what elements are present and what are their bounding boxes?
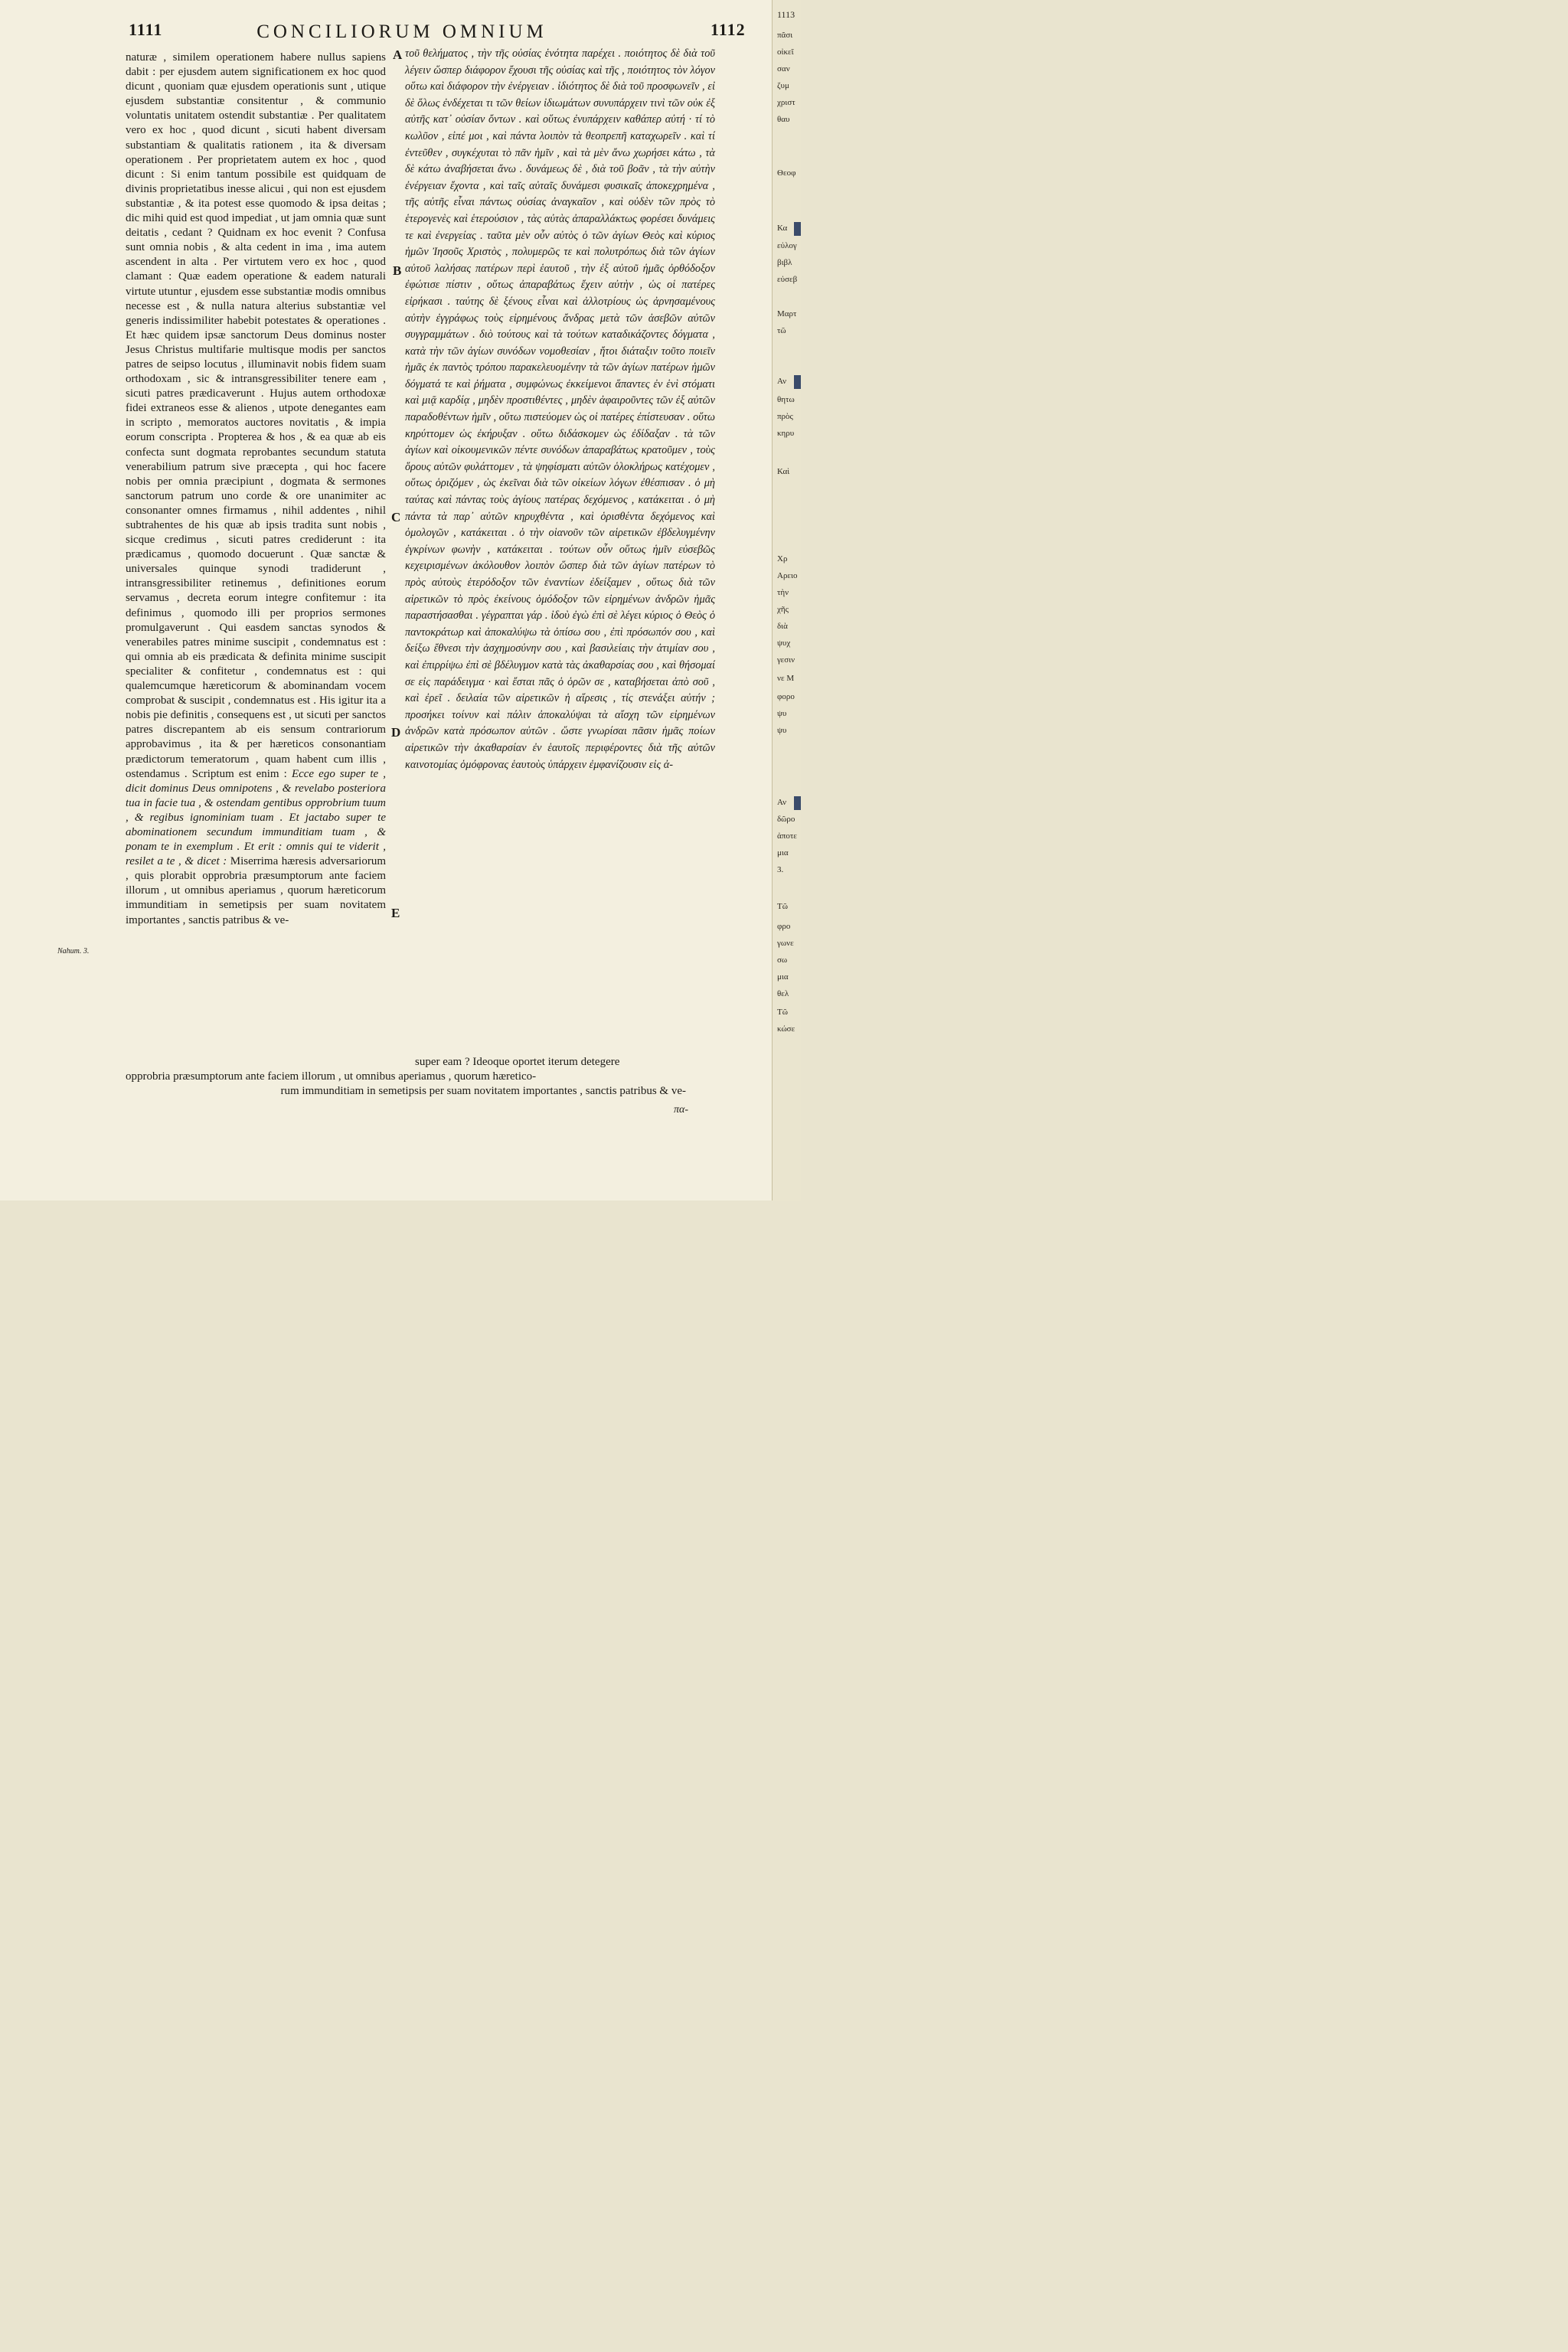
greek-column bbox=[405, 46, 715, 773]
facing-fragment: Θεοφ bbox=[777, 168, 796, 178]
latin-text-continued: Miserrima hæresis adversariorum , quis plorabit opprobria præsumptorum ante faciem illorum , ut omnibus aperiamus , quorum hæreticorum immunditiam in semetipsis per suam novitatem importantes , sanctis patribus & ve- bbox=[126, 855, 387, 926]
facing-fragment: βιβλ bbox=[777, 258, 792, 267]
margin-note-nahum: Nahum. 3. bbox=[57, 947, 90, 956]
facing-fragment: εὐλογ bbox=[777, 241, 797, 250]
facing-fragment: Χρ bbox=[777, 554, 788, 564]
facing-fragment: ἀποτε bbox=[777, 831, 797, 841]
catchword: πα- bbox=[674, 1104, 689, 1116]
facing-fragment: κηρυ bbox=[777, 429, 795, 438]
facing-fragment: γωνε bbox=[777, 939, 794, 948]
facing-fragment: οἰκεῖ bbox=[777, 47, 794, 57]
latin-column bbox=[126, 51, 386, 928]
blue-tab-mark bbox=[794, 375, 801, 389]
facing-fragment: φορο bbox=[777, 692, 795, 701]
facing-fragment: ψυχ bbox=[777, 639, 791, 648]
facing-fragment: θελ bbox=[777, 989, 789, 998]
page-number-left: 1111 bbox=[129, 20, 163, 39]
scripture-quotation: Ecce ego super te , dicit dominus Deus omnipotens , & revelabo posteriora tua in facie tua , & ostendam gentibus opprobrium tuum , & regibus ignominiam tuam . Et jactabo super te abominationem secundum immunditiam tuam , & ponam te in exemplum . Et erit : omnis qui te viderit , resilet a te , & dicet : bbox=[126, 767, 386, 868]
facing-fragment: θητω bbox=[777, 395, 795, 404]
blue-tab-mark bbox=[794, 796, 801, 810]
blue-tab-mark bbox=[794, 222, 801, 236]
facing-fragment: σαν bbox=[777, 64, 790, 74]
bottom-line-2: opprobria præsumptorum ante faciem illorum , ut omnibus aperiamus , quorum hæretico- bbox=[126, 1070, 537, 1083]
facing-fragment: ψυ bbox=[777, 709, 787, 718]
running-title: CONCILIORUM OMNIUM bbox=[256, 21, 547, 42]
bottom-lines bbox=[126, 1055, 715, 1099]
facing-fragment: πᾶσι bbox=[777, 31, 793, 40]
facing-fragment: μια bbox=[777, 848, 789, 858]
facing-fragment: Καὶ bbox=[777, 467, 790, 476]
facing-fragment: διὰ bbox=[777, 622, 788, 631]
latin-paragraph bbox=[126, 51, 386, 928]
facing-fragment: εὐσεβ bbox=[777, 275, 798, 284]
bottom-line-1: super eam ? Ideoque oportet iterum detegere bbox=[415, 1056, 620, 1068]
latin-text: naturæ , similem operationem habere nullus sapiens dabit : per ejusdem autem significationem ex hoc quod dicunt , quoniam quæ ejusdem operationis sunt , utique ejusdem substantiæ consitentur , & communio voluntatis unitatem ostendit substantiæ . Per qualitatem vero ex hoc , quod dicunt , sicuti habent diversam substantiam & qualitatis rationem , ita & diversam operationem . Per proprietatem autem ex hoc , quod dicunt : Si enim tantum possibile est quidquam de divinis proprietatibus inesse alicui , qui non est ejusdem substantiæ , & ita potest esse quomodo & ipsa deitas ; dic mihi quid est quod impediat , ut jam omnia quæ sunt deitatis , cedant ? Quidnam ex hoc evenit ? Confusa sunt omnia nobis , & alta cedent in ima , ima autem ascendent in alta . Per virtutem vero ex hoc , quod clamant : Quæ eadem operatione & eadem naturali virtute utuntur , ejusdem esse substantiæ modis omnibus necesse est , & nulla natura alterius substantiæ vel generis indissimiliter habebit potestates & operationes . Et hæc quidem ipsæ sanctorum Deus dominus noster Jesus Christus multifarie multisque modis per sanctos patres de seipso locutus , illuminavit nobis fidem suam orthodoxam , sic & intransgressibiliter tenere eam , sicuti patres prædicaverunt . Hujus autem orthodoxæ fidei extraneos esse & alienos , utpote denegantes eam in scripto , memoratos auctores novitatis , & impia eorum conscripta . Propterea & hos , & ea quæ ab eis confecta sunt dogmata reprobantes secundum statuta venerabilium patrum sive præcepta , qui hoc facere nobis per omnia præcipiunt , dogmata & sermones sanctorum patrum uno corde & ore unanimiter ac consonanter omnes firmamus , nihil addentes , nihil subtrahentes de his quæ ab ipsis tradita sunt nobis , sicque credimus , sicuti patres crediderunt : ita prædicamus , quomodo docuerunt . Quæ sanctæ & universales quinque synodi tradiderunt , intransgressibiliter retinemus , definitiones eorum servamus , decreta eorum integre confitemur : ita definimus , quomodo illi per proprios sermones promulgaverunt . Qui easdem sanctas synodos & venerabiles patres minime suscipit , condemnatus est : qui omnia ab eis prædicata & definita minime suscipit specialiter & confitetur , condemnatus est : qui qualemcumque hæreticorum & abominandam vocem comprobat & suscipit , condemnatus est . His igitur ita a nobis pie definitis , consequens est , ut sicuti per sanctos patres discrepantem ab eis sensum contrariorum approbavimus , ita & per hæreticos consonantiam prædictorum temeratorum , quam habent cum illis , ostendamus . Scriptum est enim : bbox=[126, 51, 386, 780]
facing-fragment: θαυ bbox=[777, 115, 790, 124]
facing-fragment: δῶρο bbox=[777, 815, 795, 824]
book-page bbox=[0, 0, 772, 1200]
facing-fragment: χῆς bbox=[777, 605, 789, 614]
facing-fragment: Τῶ bbox=[777, 1008, 788, 1017]
section-letter-b: B bbox=[393, 263, 402, 278]
facing-fragment: ψυ bbox=[777, 726, 787, 735]
facing-fragment: Μαρτ bbox=[777, 309, 797, 318]
bottom-line-3: rum immunditiam in semetipsis per suam novitatem importantes , sanctis patribus & ve- bbox=[280, 1085, 686, 1097]
facing-fragment: κώσε bbox=[777, 1024, 795, 1034]
facing-fragment: τῶ bbox=[777, 326, 786, 335]
page-number-right: 1112 bbox=[710, 20, 746, 39]
facing-fragment: νε Μ bbox=[777, 674, 795, 683]
facing-fragment: 3. bbox=[777, 865, 784, 874]
facing-page-edge bbox=[772, 0, 801, 1200]
facing-fragment: Κα bbox=[777, 224, 788, 233]
facing-fragment: ζυμ bbox=[777, 81, 789, 90]
facing-fragment: χριστ bbox=[777, 98, 795, 107]
facing-fragment: Αν bbox=[777, 798, 787, 807]
facing-fragment: μια bbox=[777, 972, 789, 982]
facing-fragment: πρὸς bbox=[777, 412, 793, 421]
facing-fragment: γεσιν bbox=[777, 655, 795, 665]
facing-fragment: τὴν bbox=[777, 588, 789, 597]
facing-fragment: Αν bbox=[777, 377, 787, 386]
facing-fragment: Αρειο bbox=[777, 571, 798, 580]
facing-fragment: φρο bbox=[777, 922, 791, 931]
facing-fragment: Τῶ bbox=[777, 902, 788, 911]
greek-text: τοῦ θελήματος , τὴν τῆς οὐσίας ἑνότητα παρέχει . ποιότητος δὲ διὰ τοῦ λέγειν ὥσπερ διάφορον ἔχουσι τῆς οὐσίας καὶ τῆς , ποιότητος τὸν λόγον οὕτω καὶ διάφορον τὴν ἐνέργειαν . ἰδιότητος δὲ διὰ τοῦ προσφωνεῖν , εἰ δὲ ὅλως ἐνδέχεται τι τῶν θείων ἰδιωμάτων συνυπάρχειν τινὶ τῶν οὐκ ἐξ αὐτῆς κατ᾽ οὐσίαν ὄντων . καὶ οὕτως ἐνυπάρχειν καθάπερ αὐτή · τί τὸ κωλῦον , εἰπέ μοι , καὶ πάντα λοιπὸν τὰ θεοπρεπῆ καταχωρεῖν . καὶ τί ἐντεῦθεν , συγκέχυται τὸ πᾶν ἡμῖν , καὶ τὰ μὲν ἄνω χωρήσει κάτω , τὰ δὲ κάτω ἀναβήσεται ἄνω . δυνάμεως δὲ , διὰ τοῦ βοᾶν , τὰ τὴν αὐτὴν ἐνέργειαν ἔχοντα , καὶ ταῖς αὐταῖς δυνάμεσι φυσικαῖς ἀποκεχρημένα , τῆς αὐτῆς εἶναι πάντως οὐσίας ἀναγκαῖον , καὶ οὐδὲν τῶν πρὸς τὸ ἑτερογενὲς καὶ ἑτερούσιον , τὰς αὐτὰς ἀπαραλλάκτως φορέσει δυνάμεις τε καὶ ἐνεργείας . ταῦτα μὲν οὖν αὐτὸς ὁ τῶν ἁγίων Θεὸς καὶ κύριος ἡμῶν Ἰησοῦς Χριστὸς , πολυμερῶς τε καὶ πολυτρόπως διὰ τῶν ἁγίων αὐτοῦ λαλήσας πατέρων περὶ ἑαυτοῦ , τὴν ἐξ αὐτοῦ ἡμᾶς ὀρθόδοξον ἐφώτισε πίστιν , οὕτως ἀπαραβάτως ἔχειν αὐτὴν , ὡς οἱ πατέρες εἰρήκασι . ταύτης δὲ ξένους εἶναι καὶ ἀλλοτρίους ὡς ἀρνησαμένους αὐτὴν ἐγγράφως τοὺς εἰρημένους ἄνδρας μετὰ τῶν ἀσεβῶν αὐτῶν συγγραμμάτων . διὸ τούτους καὶ τὰ τούτων καταδικάζοντες δόγματα , κατὰ τὴν τῶν ἁγίων συνόδων νομοθεσίαν , ἤτοι διάταξιν τοῦτο ποιεῖν ἡμᾶς ἐκ παντὸς τρόπου παρακελευομένην τὰ τῶν ἁγίων πατέρων ἡμῶν δόγματά τε καὶ ῥήματα , συμφώνως ἐκκείμενοι ἅπαντες ἐν ἑνὶ στόματι καὶ μιᾷ καρδίᾳ , μηδὲν προστιθέντες , μηδὲν ἀφαιροῦντες τῶν ἐξ αὐτῶν παραδοθέντων ἡμῖν , οὕτω πιστεύομεν ὡς οἱ πατέρες ἐπίστευσαν . οὕτω κηρύττομεν ὡς ἐκήρυξαν . οὕτω διδάσκομεν ὡς ἐδίδαξαν . τὰ τῶν ἁγίων καὶ οἰκουμενικῶν πέντε συνόδων ἀπαραβάτως κρατοῦμεν , τοὺς ὅρους αὐτῶν φυλάττομεν , τὰ ψηφίσματι αὐτῶν ὁλοκλήρως κατέχομεν , οὕτως ὁριζόμεν , ὡς ἐκεῖναι διὰ τῶν οἰκείων λόγων ἐθέσπισαν . ὁ μὴ ταύτας καὶ πάντας τοὺς ἁγίους πατέρας δεχόμενος , κατάκειται . ὁ μὴ πάντα τὰ παρ᾽ αὐτῶν κηρυχθέντα , καὶ ὁρισθέντα δεχόμενος καὶ ὁμολογῶν , κατάκειται . ὁ τὴν οἱανοῦν τῶν αἱρετικῶν ἐβδελυγμένην ἐγκρίνων φωνὴν , κατάκειται . τούτων οὖν οὕτως ἡμῖν εὐσεβῶς κεχειρισμένων ἀκόλουθον λοιπὸν ὥσπερ διὰ τῶν ἁγίων πατέρων τὸ πρὸς αὐτοὺς ἑτερόδοξον τῶν ἐναντίων ἐδείξαμεν , οὕτως διὰ τῶν αἱρετικῶν τὸ πρὸς ἐκείνους ὁμόδοξον τῶν εἰρημένων ἀνδρῶν ἡμᾶς παραστήσασθαι . γέγραπται γάρ . ἰδοὺ ἐγὼ ἐπὶ σὲ λέγει κύριος ὁ Θεὸς ὁ παντοκράτωρ καὶ ἀποκαλύψω τὰ ὀπίσω σου , ἐπὶ πρόσωπόν σου , καὶ δείξω ἔθνεσι τὴν ἀσχημοσύνην σου , καὶ βασιλείαις τὴν ἀτιμίαν σου , καὶ ἐπιρρίψω ἐπὶ σὲ βδέλυγμον κατὰ τὰς ἀκαθαρσίας σου , καὶ θήσομαί σε εἰς παράδειγμα · καὶ ἔσται πᾶς ὁ ὁρῶν σε , καταβήσεται ἀπὸ σοῦ , καὶ ἐρεῖ . δειλαία τῶν αἱρετικῶν ἡ αἵρεσις , τίς στενάξει αὐτήν ; προσήκει τοίνυν καὶ πάλιν ἀποκαλύψαι τὰ αἴσχη τῶν εἰρημένων ἀνδρῶν κατὰ πρόσωπον αὐτῶν . ὥστε γνωρίσαι πᾶσιν ἡμᾶς ποίων αἱρετικῶν τὴν ἀκαθαρσίαν ἐν ἑαυτοῖς περιφέροντες διὰ τῆς αὐτῶν καινοτομίας ὁμόφρονας ἑαυτοὺς ὑπάρχειν ἐμφανίζουσιν εἰς ἀ- bbox=[405, 47, 715, 771]
facing-fragment: σω bbox=[777, 956, 788, 965]
section-letter-d: D bbox=[391, 725, 401, 740]
section-letter-e: E bbox=[391, 906, 400, 920]
facing-page-number: 1113 bbox=[777, 9, 795, 20]
section-letter-a: A bbox=[393, 47, 403, 62]
section-letter-c: C bbox=[391, 510, 401, 524]
